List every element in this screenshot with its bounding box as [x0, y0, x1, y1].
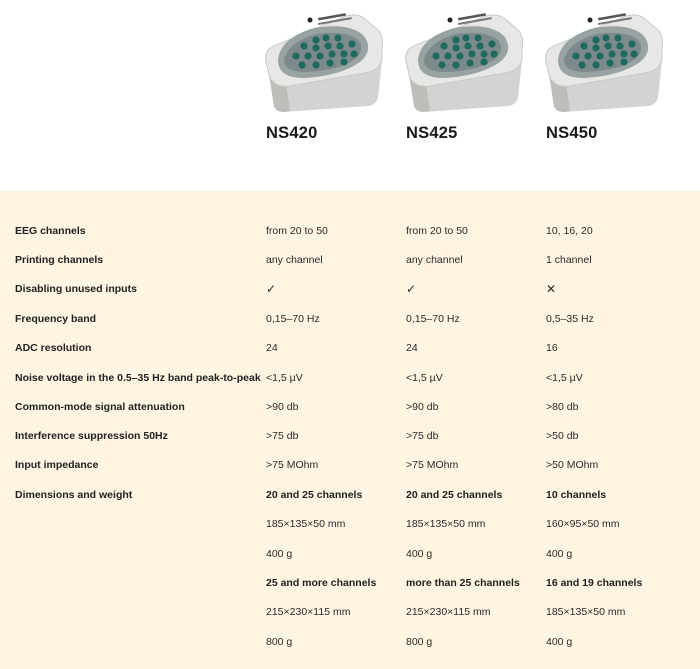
spec-value: 10, 16, 20: [546, 225, 593, 237]
spec-value: 16 and 19 channels: [546, 577, 643, 589]
spec-row-dimensions-size-2: [0, 602, 700, 622]
check-icon: ✓: [266, 282, 277, 296]
spec-label: Disabling unused inputs: [15, 283, 137, 295]
spec-row-adc-resolution: [0, 338, 700, 358]
spec-value: >90 db: [266, 401, 299, 413]
spec-value: 215×230×115 mm: [266, 606, 351, 618]
spec-value: 800 g: [266, 636, 293, 648]
spec-label: Input impedance: [15, 459, 99, 471]
spec-value: >50 db: [546, 430, 579, 442]
spec-value: 400 g: [406, 548, 433, 560]
spec-value: >90 db: [406, 401, 439, 413]
spec-value: from 20 to 50: [406, 225, 468, 237]
spec-label: Frequency band: [15, 313, 97, 325]
spec-value: 185×135×50 mm: [266, 518, 346, 530]
spec-value: 0,15–70 Hz: [266, 313, 320, 325]
spec-value: 160×95×50 mm: [546, 518, 620, 530]
eeg-device-image: [260, 10, 386, 116]
spec-value: more than 25 channels: [406, 577, 520, 589]
spec-value: >75 MOhm: [266, 459, 319, 471]
spec-value: 16: [546, 342, 558, 354]
spec-value: 20 and 25 channels: [266, 489, 363, 501]
spec-row-dimensions-weight-2: [0, 632, 700, 652]
spec-value: 400 g: [546, 548, 573, 560]
spec-row-dimensions-weight-value: [0, 544, 700, 564]
spec-label: Common-mode signal attenuation: [15, 401, 185, 413]
spec-table: [0, 191, 700, 669]
cross-icon: ✕: [546, 282, 557, 296]
spec-value: >80 db: [546, 401, 579, 413]
check-icon: ✓: [406, 282, 417, 296]
spec-value: 0,15–70 Hz: [406, 313, 460, 325]
spec-row-input-impedance: [0, 455, 700, 475]
spec-label: EEG channels: [15, 225, 86, 237]
spec-row-noise-voltage: [0, 368, 700, 388]
spec-value: 800 g: [406, 636, 433, 648]
spec-value: >75 MOhm: [406, 459, 459, 471]
spec-value: <1,5 µV: [546, 372, 583, 384]
spec-value: any channel: [266, 254, 323, 266]
product-ns420: [260, 0, 390, 191]
product-name: NS425: [406, 124, 458, 142]
spec-value: any channel: [406, 254, 463, 266]
spec-label: Printing channels: [15, 254, 104, 266]
spec-value: 400 g: [266, 548, 293, 560]
spec-label: Dimensions and weight: [15, 489, 133, 501]
spec-value: 215×230×115 mm: [406, 606, 491, 618]
spec-value: 10 channels: [546, 489, 607, 501]
spec-row-common-mode-attenuation: [0, 397, 700, 417]
product-name: NS420: [266, 124, 318, 142]
spec-row-interference-suppression: [0, 426, 700, 446]
spec-value: <1,5 µV: [266, 372, 303, 384]
spec-value: >50 MOhm: [546, 459, 599, 471]
spec-value: >75 db: [266, 430, 299, 442]
spec-value: 1 channel: [546, 254, 592, 266]
spec-label: Interference suppression 50Hz: [15, 430, 168, 442]
spec-value: <1,5 µV: [406, 372, 443, 384]
eeg-device-image: [400, 10, 526, 116]
spec-value: 24: [266, 342, 278, 354]
spec-label: ADC resolution: [15, 342, 92, 354]
spec-value: from 20 to 50: [266, 225, 328, 237]
spec-value: 0,5–35 Hz: [546, 313, 594, 325]
spec-row-dimensions-size: [0, 514, 700, 534]
spec-value: >75 db: [406, 430, 439, 442]
eeg-device-image: [540, 10, 666, 116]
spec-value: 24: [406, 342, 418, 354]
spec-value: 20 and 25 channels: [406, 489, 503, 501]
spec-value: 25 and more channels: [266, 577, 377, 589]
spec-row-dimensions-weight: [0, 485, 700, 505]
spec-row-disabling-unused-inputs: [0, 279, 700, 299]
spec-label: Noise voltage in the 0.5–35 Hz band peak-to-peak: [15, 372, 261, 384]
product-ns450: [540, 0, 670, 191]
spec-row-printing-channels: [0, 250, 700, 270]
spec-row-eeg-channels: [0, 221, 700, 241]
spec-value: 400 g: [546, 636, 573, 648]
product-ns425: [400, 0, 530, 191]
product-name: NS450: [546, 124, 598, 142]
spec-row-frequency-band: [0, 309, 700, 329]
product-header: [0, 0, 700, 191]
spec-value: 185×135×50 mm: [546, 606, 626, 618]
spec-value: 185×135×50 mm: [406, 518, 486, 530]
spec-row-dimensions-variant: [0, 573, 700, 593]
